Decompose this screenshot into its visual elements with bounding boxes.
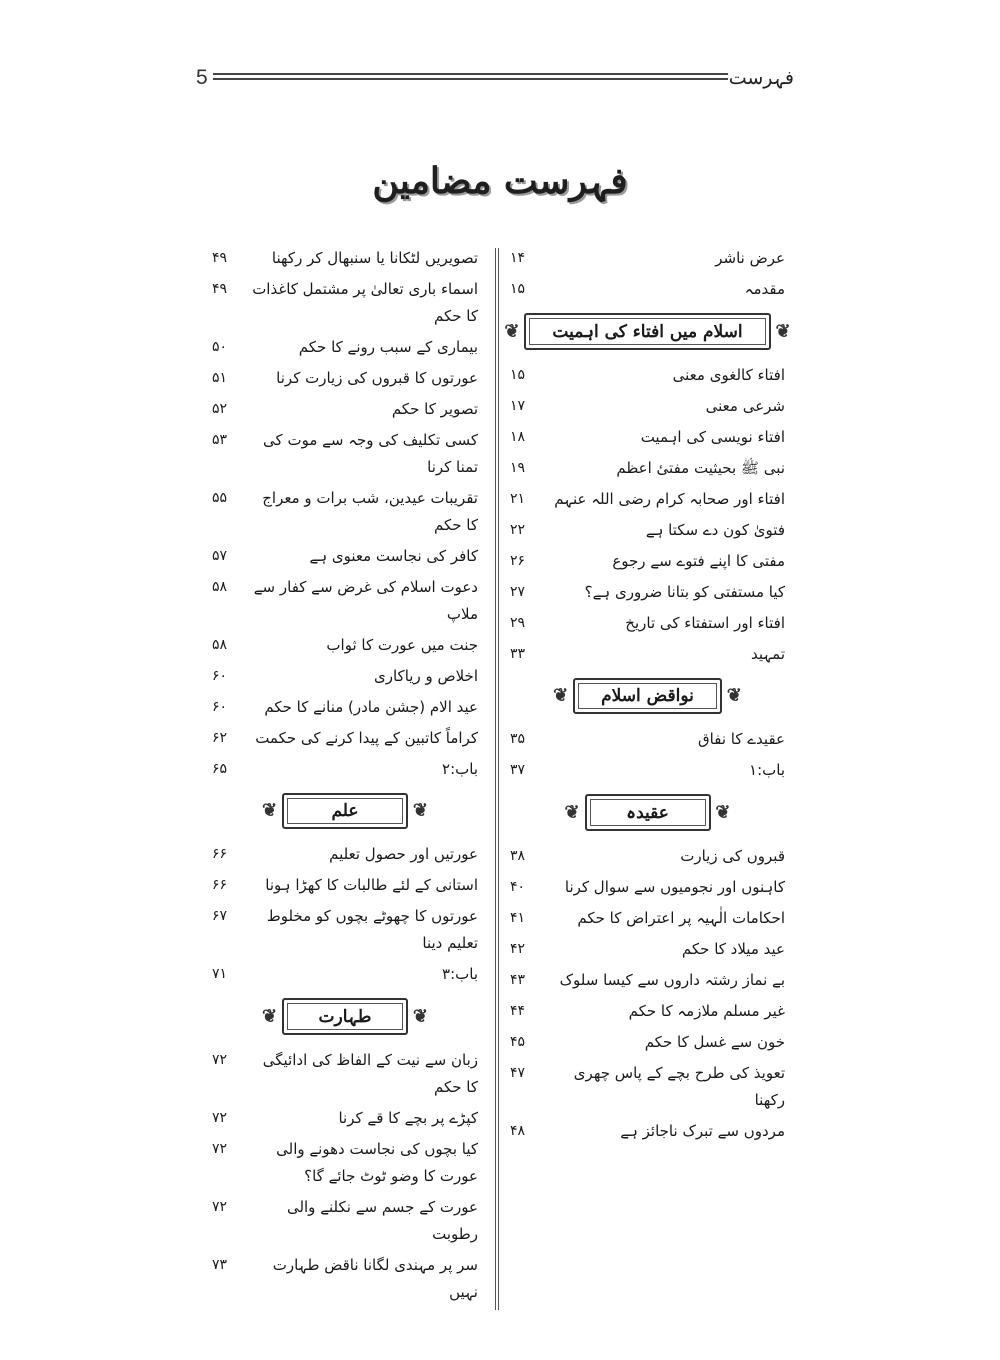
- page-title: فہرست مضامین: [372, 160, 628, 202]
- toc-entry[interactable]: [510, 274, 785, 305]
- toc-entry-title: تصویریں لٹکانا یا سنبھال کر رکھنا: [271, 249, 478, 267]
- floral-ornament-icon: ❦: [775, 320, 791, 342]
- toc-entry-page-number: ۵۸: [212, 579, 228, 595]
- toc-entry-title: بیماری کے سبب رونے کا حکم: [298, 338, 478, 356]
- toc-entry-title: افتاء اور استفتاء کی تاریخ: [625, 614, 785, 632]
- toc-entry-title: عید الام (جشن مادر) منانے کا حکم: [264, 698, 478, 716]
- toc-entry[interactable]: [510, 639, 785, 670]
- toc-entry-title: قبروں کی زیارت: [680, 847, 785, 865]
- toc-entry-page-number: ۴۲: [510, 941, 526, 957]
- toc-entry-page-number: ۶۶: [212, 846, 228, 862]
- toc-entry[interactable]: [510, 965, 785, 996]
- section-heading-text: نواقض اسلام: [601, 686, 694, 706]
- toc-entry-title: تقریبات عیدین، شب برات و معراج کا حکم: [262, 489, 478, 534]
- toc-entry-page-number: ۴۳: [510, 972, 526, 988]
- toc-entry-page-number: ۵۳: [212, 432, 228, 448]
- toc-entry-page-number: ۲۱: [510, 491, 526, 507]
- toc-entry-title: زبان سے نیت کے الفاظ کی ادائیگی کا حکم: [262, 1051, 478, 1096]
- toc-entry[interactable]: [212, 959, 478, 990]
- toc-entry[interactable]: [510, 724, 785, 755]
- toc-entry-page-number: ۶۰: [212, 699, 228, 715]
- toc-entry-page-number: ۲۹: [510, 615, 526, 631]
- toc-entry-page-number: ۴۸: [510, 1123, 526, 1139]
- toc-column-right: [504, 243, 791, 1147]
- toc-entry[interactable]: [212, 1192, 478, 1250]
- toc-entry-page-number: ۷۱: [212, 966, 228, 982]
- toc-entry-page-number: ۵۸: [212, 637, 228, 653]
- toc-entry[interactable]: [212, 870, 478, 901]
- toc-entry-page-number: ۳۳: [510, 646, 526, 662]
- toc-entry-page-number: ۵۵: [212, 490, 228, 506]
- section-heading: [212, 785, 478, 839]
- toc-entry[interactable]: [212, 363, 478, 394]
- toc-entry[interactable]: [510, 903, 785, 934]
- toc-entry-page-number: ۷۲: [212, 1199, 228, 1215]
- toc-entry-title: کپڑے پر بچے کا قے کرنا: [338, 1109, 478, 1127]
- toc-entry[interactable]: [510, 243, 785, 274]
- toc-entry-title: کافر کی نجاست معنوی ہے: [309, 547, 478, 565]
- toc-entry-page-number: ۷۲: [212, 1052, 228, 1068]
- toc-entry-page-number: ۲۷: [510, 584, 526, 600]
- section-heading-text: اسلام میں افتاء کی اہمیت: [552, 322, 743, 342]
- toc-entry-title: دعوت اسلام کی غرض سے کفار سے ملاپ: [253, 578, 478, 623]
- toc-entry[interactable]: [212, 483, 478, 541]
- toc-entry-page-number: ۴۱: [510, 910, 526, 926]
- floral-ornament-icon: ❦: [262, 1005, 278, 1027]
- toc-entry[interactable]: [212, 1045, 478, 1103]
- toc-entry-title: کاہنوں اور نجومیوں سے سوال کرنا: [564, 878, 785, 896]
- toc-entry-title: کسی تکلیف کی وجہ سے موت کی تمنا کرنا: [263, 431, 478, 476]
- toc-entry[interactable]: [510, 391, 785, 422]
- toc-entry-title: سر پر مہندی لگانا ناقض طہارت نہیں: [272, 1256, 478, 1301]
- toc-entry-page-number: ۶۰: [212, 668, 228, 684]
- toc-entry[interactable]: [212, 754, 478, 785]
- section-heading-box: [262, 998, 428, 1035]
- toc-entry[interactable]: [212, 1250, 478, 1308]
- toc-entry-title: عورتوں کا قبروں کی زیارت کرنا: [276, 369, 478, 387]
- toc-entry-page-number: ۵۰: [212, 339, 228, 355]
- toc-entry-title: شرعی معنی: [705, 397, 785, 415]
- toc-entry[interactable]: [510, 841, 785, 872]
- toc-entry-title: غیر مسلم ملازمہ کا حکم: [628, 1002, 785, 1020]
- floral-ornament-icon: ❦: [715, 801, 731, 823]
- toc-entry[interactable]: [212, 1134, 478, 1192]
- section-heading-text: علم: [331, 801, 359, 821]
- toc-entry-title: افتاء اور صحابہ کرام رضی اللہ عنہم: [554, 490, 785, 508]
- toc-entry-title: تصویر کا حکم: [391, 400, 478, 418]
- toc-entry[interactable]: [212, 274, 478, 332]
- toc-entry[interactable]: [212, 1103, 478, 1134]
- toc-entry-page-number: ۱۵: [510, 367, 526, 383]
- toc-entry[interactable]: [510, 546, 785, 577]
- toc-entry[interactable]: [212, 661, 478, 692]
- toc-entry-title: خون سے غسل کا حکم: [644, 1033, 785, 1051]
- header-double-rule: [213, 73, 728, 80]
- toc-entry[interactable]: [212, 630, 478, 661]
- toc-entry-title: استانی کے لئے طالبات کا کھڑا ہونا: [265, 876, 478, 894]
- toc-entry[interactable]: [510, 453, 785, 484]
- toc-entry-title: نبی ﷺ بحیثیت مفتیٔ اعظم: [616, 459, 785, 477]
- toc-entry-page-number: ۲۲: [510, 522, 526, 538]
- toc-entry[interactable]: [510, 1116, 785, 1147]
- toc-entry[interactable]: [212, 723, 478, 754]
- toc-entry[interactable]: [510, 608, 785, 639]
- section-heading: [510, 670, 785, 724]
- toc-entry-page-number: ۱۹: [510, 460, 526, 476]
- toc-entry[interactable]: [510, 934, 785, 965]
- toc-entry[interactable]: [510, 872, 785, 903]
- toc-entry-title: افتاء کالغوی معنی: [672, 366, 785, 384]
- toc-entry-title: عورت کے جسم سے نکلنے والی رطوبت: [286, 1198, 478, 1243]
- toc-entry-page-number: ۷۳: [212, 1257, 228, 1273]
- toc-entry[interactable]: [212, 394, 478, 425]
- column-divider: [495, 248, 499, 1310]
- toc-entry-title: بے نماز رشتہ داروں سے کیسا سلوک: [559, 971, 785, 989]
- toc-entry-page-number: ۴۵: [510, 1034, 526, 1050]
- toc-entry-title: عقیدے کا نفاق: [698, 730, 785, 748]
- toc-entry-page-number: ۴۰: [510, 879, 526, 895]
- toc-entry[interactable]: [212, 572, 478, 630]
- toc-entry-title: احکامات الٰہیہ پر اعتراض کا حکم: [577, 909, 785, 927]
- toc-entry[interactable]: [510, 515, 785, 546]
- toc-entry-page-number: ۶۲: [212, 730, 228, 746]
- toc-column-left: [212, 243, 478, 1308]
- toc-entry-page-number: ۴۹: [212, 281, 228, 297]
- section-heading: [212, 990, 478, 1045]
- toc-entry-title: باب:۲: [442, 760, 478, 778]
- toc-entry-page-number: ۶۵: [212, 761, 228, 777]
- toc-entry-page-number: ۶۶: [212, 877, 228, 893]
- section-heading-box: [553, 678, 742, 714]
- toc-entry[interactable]: [510, 422, 785, 453]
- floral-ornament-icon: ❦: [504, 320, 520, 342]
- toc-entry-title: عرض ناشر: [715, 249, 785, 267]
- section-heading-text: عقیدہ: [626, 803, 669, 823]
- section-heading-box: [564, 794, 731, 831]
- toc-entry[interactable]: [212, 541, 478, 572]
- toc-entry[interactable]: [510, 755, 785, 786]
- floral-ornament-icon: ❦: [412, 1005, 428, 1027]
- toc-entry-page-number: ۳۵: [510, 731, 526, 747]
- toc-entry-title: باب:۱: [749, 761, 785, 779]
- toc-entry-title: عورتیں اور حصول تعلیم: [329, 845, 478, 863]
- toc-entry-title: فتویٰ کون دے سکتا ہے: [645, 521, 785, 539]
- toc-entry-title: اخلاص و ریاکاری: [374, 667, 478, 685]
- toc-entry-page-number: ۱۴: [510, 250, 526, 266]
- toc-entry-title: تعویذ کی طرح بچے کے پاس چھری رکھنا: [573, 1064, 785, 1109]
- toc-entry[interactable]: [212, 332, 478, 363]
- toc-entry-title: مقدمہ: [744, 280, 785, 298]
- toc-entry[interactable]: [510, 577, 785, 608]
- toc-entry[interactable]: [510, 1027, 785, 1058]
- floral-ornament-icon: ❦: [726, 685, 742, 706]
- section-heading: [504, 305, 791, 360]
- floral-ornament-icon: ❦: [412, 800, 428, 821]
- toc-entry-title: جنت میں عورت کا ثواب: [326, 636, 478, 654]
- floral-ornament-icon: ❦: [564, 801, 580, 823]
- toc-entry-page-number: ۴۴: [510, 1003, 526, 1019]
- toc-entry-page-number: ۱۵: [510, 281, 526, 297]
- toc-entry-page-number: ۱۷: [510, 398, 526, 414]
- running-header: [196, 64, 794, 92]
- toc-entry-title: کراماً کاتبین کے پیدا کرنے کی حکمت: [255, 729, 478, 747]
- toc-entry-title: عید میلاد کا حکم: [681, 940, 785, 958]
- toc-entry[interactable]: [212, 839, 478, 870]
- toc-entry-title: افتاء نویسی کی اہمیت: [640, 428, 785, 446]
- toc-entry-page-number: ۵۷: [212, 548, 228, 564]
- toc-entry-page-number: ۷۲: [212, 1110, 228, 1126]
- toc-entry[interactable]: [510, 360, 785, 391]
- toc-entry-page-number: ۲۶: [510, 553, 526, 569]
- toc-entry-title: تمہید: [750, 645, 785, 663]
- page-number: 5: [196, 66, 208, 89]
- section-heading-box: [504, 313, 791, 350]
- section-heading-text: طہارت: [318, 1007, 372, 1027]
- toc-entry-title: مردوں سے تبرک ناجائز ہے: [620, 1122, 785, 1140]
- toc-entry[interactable]: [212, 901, 478, 959]
- toc-entry-page-number: ۷۲: [212, 1141, 228, 1157]
- toc-entry-page-number: ۱۸: [510, 429, 526, 445]
- toc-entry-page-number: ۴۹: [212, 250, 228, 266]
- floral-ornament-icon: ❦: [553, 685, 569, 706]
- toc-entry-title: کیا بچوں کی نجاست دھونے والی عورت کا وضو ٹوٹ جائے گا؟: [276, 1140, 478, 1185]
- toc-entry-page-number: ۴۷: [510, 1065, 526, 1081]
- toc-entry-title: عورتوں کا چھوٹے بچوں کو مخلوط تعلیم دینا: [266, 907, 478, 952]
- floral-ornament-icon: ❦: [262, 800, 278, 821]
- toc-entry[interactable]: [212, 243, 478, 274]
- toc-entry[interactable]: [510, 1058, 785, 1116]
- toc-entry-page-number: ۶۷: [212, 908, 228, 924]
- toc-entry-page-number: ۵۱: [212, 370, 228, 386]
- toc-entry-title: مفتی کا اپنے فتوے سے رجوع: [612, 552, 785, 570]
- toc-entry-page-number: ۵۲: [212, 401, 228, 417]
- toc-entry-page-number: ۳۸: [510, 848, 526, 864]
- section-heading: [510, 786, 785, 841]
- toc-entry[interactable]: [510, 484, 785, 515]
- toc-entry[interactable]: [212, 692, 478, 723]
- toc-entry-page-number: ۳۷: [510, 762, 526, 778]
- toc-entry[interactable]: [212, 425, 478, 483]
- toc-entry[interactable]: [510, 996, 785, 1027]
- toc-entry-title: کیا مستفتی کو بتانا ضروری ہے؟: [584, 583, 785, 601]
- toc-entry-title: اسماء باری تعالیٰ پر مشتمل کاغذات کا حکم: [252, 280, 478, 325]
- running-title: فہرست: [728, 67, 794, 89]
- toc-entry-title: باب:۳: [442, 965, 478, 983]
- section-heading-box: [262, 793, 428, 829]
